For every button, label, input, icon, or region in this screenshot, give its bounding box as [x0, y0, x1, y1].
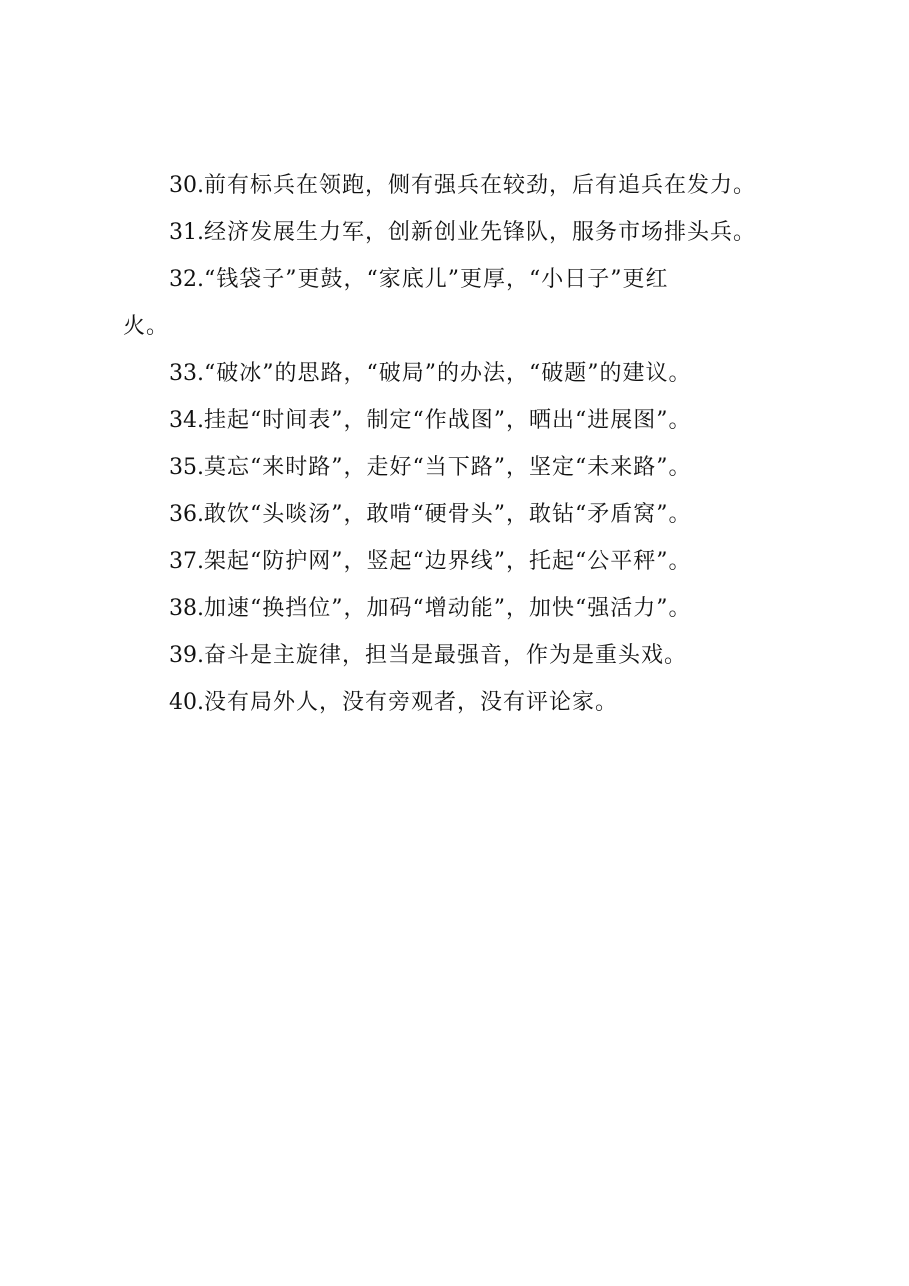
item-text: “破冰”的思路，“破局”的办法，“破题”的建议。	[204, 361, 692, 386]
item-number: 33.	[169, 361, 204, 386]
list-item-38	[123, 585, 799, 632]
list-item-36	[123, 491, 799, 538]
item-text: 挂起“时间表”，制定“作战图”，晒出“进展图”。	[204, 408, 692, 433]
item-text: 奋斗是主旋律，担当是最强音，作为是重头戏。	[204, 643, 688, 668]
item-text: 没有局外人，没有旁观者，没有评论家。	[204, 690, 619, 715]
item-number: 35.	[169, 455, 204, 480]
item-number: 30.	[169, 173, 204, 198]
item-number: 37.	[169, 549, 204, 574]
list-item-31	[123, 209, 799, 256]
list-item-32	[123, 256, 799, 350]
item-text: “钱袋子”更鼓，“家底儿”更厚，“小日子”更红	[204, 267, 669, 292]
item-text: 敢饮“头啖汤”，敢啃“硬骨头”，敢钻“矛盾窝”。	[204, 502, 692, 527]
item-text: 经济发展生力军，创新创业先锋队，服务市场排头兵。	[204, 220, 757, 245]
list-item-39	[123, 632, 799, 679]
item-number: 38.	[169, 596, 204, 621]
item-text: 前有标兵在领跑，侧有强兵在较劲，后有追兵在发力。	[204, 173, 757, 198]
item-number: 32.	[169, 267, 204, 292]
item-text: 莫忘“来时路”，走好“当下路”，坚定“未来路”。	[204, 455, 692, 480]
item-text-continuation: 火。	[123, 314, 170, 339]
item-text: 加速“换挡位”，加码“增动能”，加快“强活力”。	[204, 596, 692, 621]
item-number: 34.	[169, 408, 204, 433]
list-item-40	[123, 679, 799, 726]
list-item-33	[123, 350, 799, 397]
document-body	[123, 162, 799, 726]
list-item-34	[123, 397, 799, 444]
item-number: 40.	[169, 690, 204, 715]
list-item-37	[123, 538, 799, 585]
item-number: 39.	[169, 643, 204, 668]
list-item-35	[123, 444, 799, 491]
item-text: 架起“防护网”，竖起“边界线”，托起“公平秤”。	[204, 549, 692, 574]
list-item-30	[123, 162, 799, 209]
item-number: 36.	[169, 502, 204, 527]
item-number: 31.	[169, 220, 204, 245]
